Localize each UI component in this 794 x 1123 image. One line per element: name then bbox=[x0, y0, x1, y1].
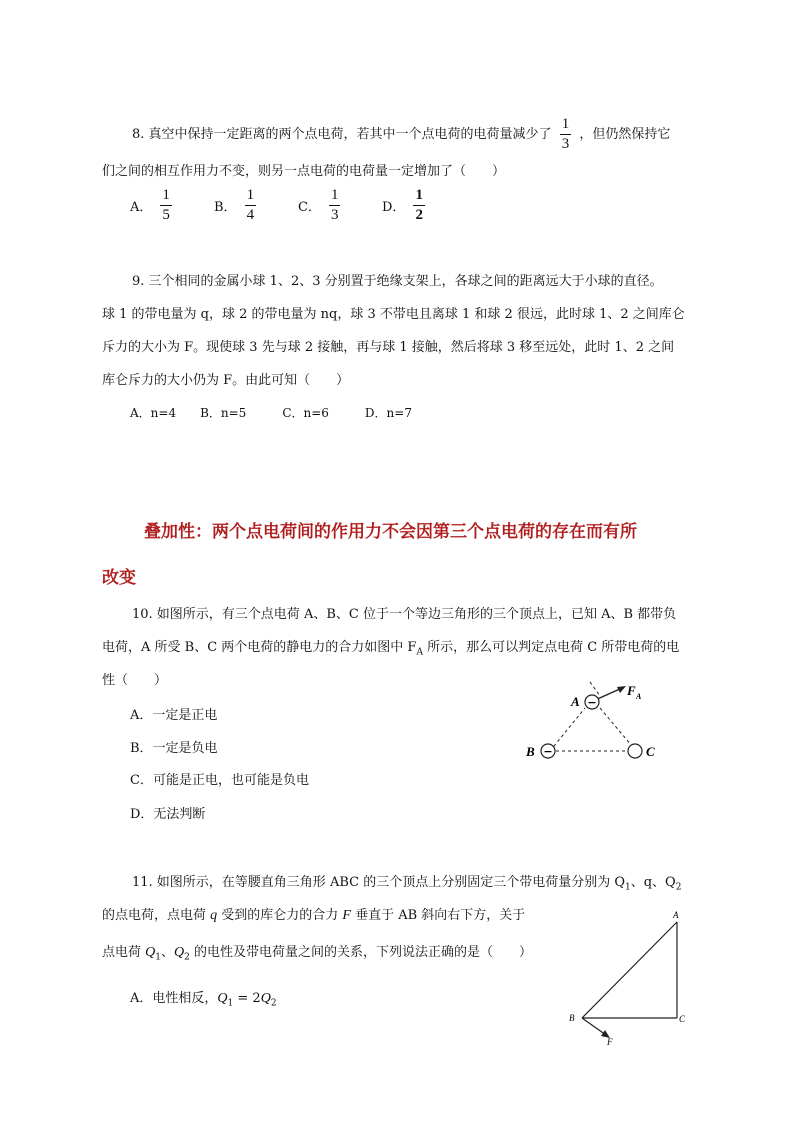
q9-line4: 库仑斥力的大小仍为 F。由此可知（ ） bbox=[102, 373, 350, 388]
q10-line1: 10. 如图所示，有三个点电荷 A、B、C 位于一个等边三角形的三个顶点上，已知 A、B 都带负 bbox=[132, 607, 677, 622]
q8-line1-pre: 8. 真空中保持一定距离的两个点电荷，若其中一个点电荷的电荷量减少了 bbox=[132, 127, 552, 142]
label-f: F bbox=[627, 683, 636, 698]
q8-option-b[interactable]: B． $\frac{1}{4}$ bbox=[214, 187, 255, 223]
q8-option-c[interactable]: C． $\frac{1}{3}$ bbox=[298, 187, 339, 223]
q10-line2-sub: A bbox=[416, 647, 423, 658]
q10-triangle-figure bbox=[520, 676, 670, 766]
q8-line1-post: ，但仍然保持它 bbox=[579, 127, 671, 142]
charge-b-sign: − bbox=[543, 745, 553, 758]
q8-fraction bbox=[560, 117, 572, 152]
label-b: B bbox=[526, 744, 535, 759]
charge-a-sign: − bbox=[587, 696, 597, 709]
section-heading-line2: 改变 bbox=[102, 568, 136, 588]
q11-line1: 11. 如图所示，在等腰直角三角形 ABC 的三个顶点上分别固定三个带电荷量分别为 $Q_1$、q、$Q_2$ bbox=[132, 875, 682, 893]
label-f-sub: A bbox=[636, 692, 642, 701]
q8-frac-den: 3 bbox=[561, 136, 570, 152]
q10-option-a[interactable]: A．一定是正电 bbox=[130, 708, 218, 723]
q10-line2-post: 所示，那么可以判定点电荷 C 所带电荷的电 bbox=[422, 640, 680, 655]
label-a: A bbox=[673, 910, 679, 920]
q8-line1 bbox=[132, 117, 670, 152]
q9-line3: 斥力的大小为 F。现使球 3 先与球 2 接触，再与球 1 接触，然后将球 3 移至远处，此时 1、2 之间 bbox=[102, 340, 675, 355]
charge-c-circle bbox=[628, 744, 642, 758]
q11-right-triangle-figure bbox=[560, 905, 710, 1050]
q8-option-d[interactable]: D． $\frac{1}{2}$ bbox=[382, 187, 423, 223]
q11-line2: 的点电荷，点电荷 q 受到的库仑力的合力 F 垂直于 AB 斜向右下方，关于 bbox=[102, 908, 526, 923]
q9-line2: 球 1 的带电量为 q，球 2 的带电量为 nq，球 3 不带电且离球 1 和球 2 很远，此时球 1、2 之间库仑 bbox=[102, 307, 685, 322]
q10-line2 bbox=[102, 636, 679, 658]
q8-line2: 们之间的相互作用力不变，则另一点电荷的电荷量一定增加了（ ） bbox=[102, 164, 506, 179]
q9-options[interactable]: A．n=4 B．n=5 C．n=6 D．n=7 bbox=[130, 406, 412, 420]
q10-line2-pre: 电荷，A 所受 B、C 两个电荷的静电力的合力如图中 F bbox=[102, 640, 417, 655]
section-heading-line1: 叠加性：两个点电荷间的作用力不会因第三个点电荷的存在而有所 bbox=[144, 522, 637, 542]
q11-option-a[interactable]: A．电性相反，$Q_1 = 2Q_2$ bbox=[130, 991, 277, 1009]
q9-line1: 9. 三个相同的金属小球 1、2、3 分别置于绝缘支架上，各球之间的距离远大于小球的直径。 bbox=[132, 274, 663, 289]
q11-line3: 点电荷 $Q_1$、$Q_2$ 的电性及带电荷量之间的关系，下列说法正确的是（ ） bbox=[102, 945, 533, 963]
label-c: C bbox=[679, 1014, 686, 1024]
q10-option-b[interactable]: B．一定是负电 bbox=[130, 741, 218, 756]
label-b: B bbox=[569, 1013, 575, 1023]
label-c: C bbox=[646, 744, 655, 759]
q11-line1-pre: 11. 如图所示，在等腰直角三角形 ABC 的三个顶点上分别固定三个带电荷量分别为 Q bbox=[132, 875, 625, 890]
q8-option-a[interactable]: A． $\frac{1}{5}$ bbox=[130, 187, 170, 223]
label-f: F bbox=[607, 1037, 613, 1047]
q10-option-c[interactable]: C．可能是正电，也可能是负电 bbox=[130, 773, 309, 788]
q8-frac-num: 1 bbox=[560, 117, 572, 135]
q10-option-d[interactable]: D．无法判断 bbox=[130, 807, 206, 822]
label-a: A bbox=[571, 694, 580, 709]
q10-line3: 性（ ） bbox=[102, 673, 168, 688]
